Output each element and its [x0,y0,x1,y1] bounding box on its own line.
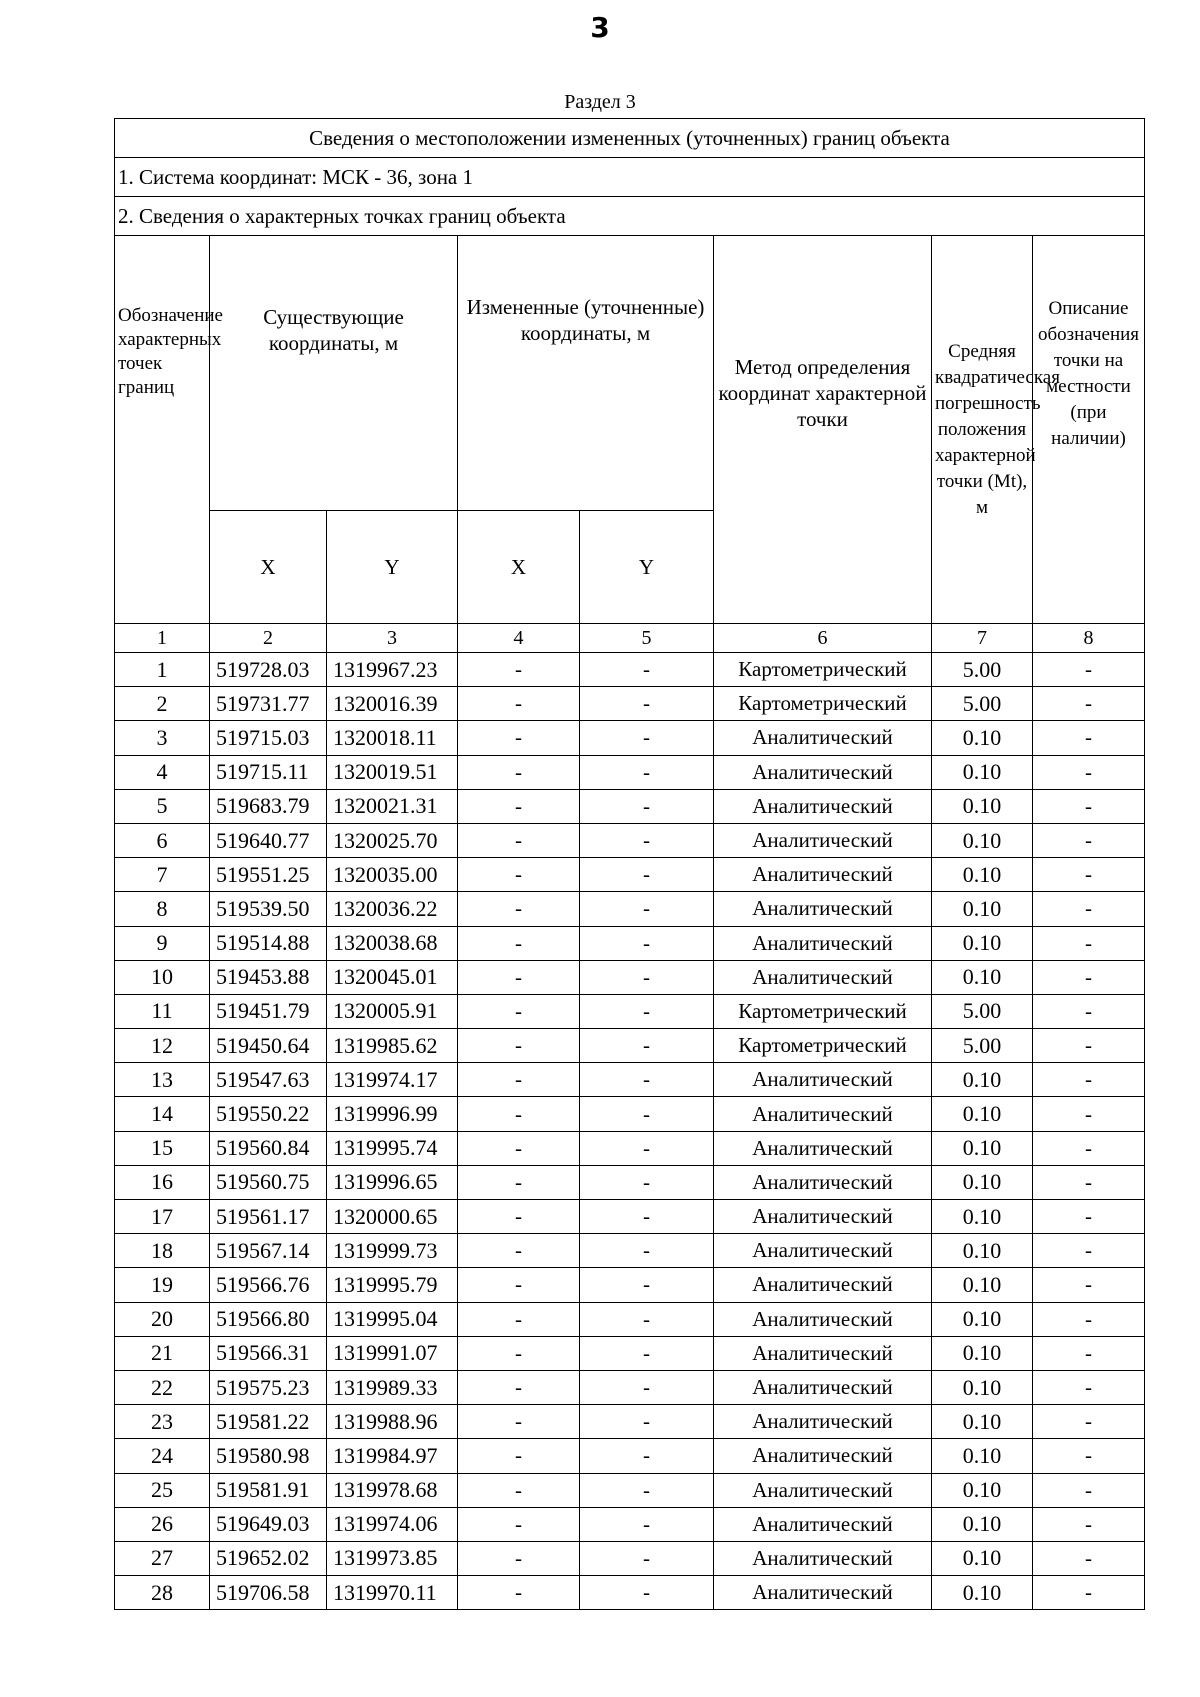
existing-y-cell: 1319999.73 [327,1234,458,1268]
header-changed-x: X [458,511,580,624]
description-cell: - [1033,823,1145,857]
mse-value-cell: 5.00 [932,687,1033,721]
existing-y-cell: 1320036.22 [327,892,458,926]
table-row [115,960,1145,994]
table-row [115,1063,1145,1097]
existing-y-cell: 1320016.39 [327,687,458,721]
table-row [115,1029,1145,1063]
mse-value-cell: 0.10 [932,1576,1033,1610]
changed-x-cell: - [458,892,580,926]
description-cell: - [1033,1131,1145,1165]
method-cell: Картометрический [714,1029,932,1063]
changed-y-cell: - [580,823,714,857]
column-numbers-row [115,624,1145,653]
table-row [115,823,1145,857]
point-number-cell: 15 [115,1131,210,1165]
mse-value-cell: 0.10 [932,1268,1033,1302]
method-cell: Аналитический [714,1268,932,1302]
changed-x-cell: - [458,823,580,857]
changed-y-cell: - [580,926,714,960]
column-number: 4 [458,624,580,653]
existing-x-cell: 519580.98 [210,1439,327,1473]
existing-x-cell: 519551.25 [210,858,327,892]
point-number-cell: 3 [115,721,210,755]
point-number-cell: 4 [115,755,210,789]
changed-y-cell: - [580,653,714,687]
description-cell: - [1033,1336,1145,1370]
page-number: 3 [590,11,610,44]
table-row [115,1234,1145,1268]
mse-value-cell: 0.10 [932,926,1033,960]
header-description: Описание обозначения точки на местности (при наличии) [1033,236,1145,624]
changed-y-cell: - [580,1063,714,1097]
header-changed-coords: Измененные (уточненные) координаты, м [458,236,714,511]
description-cell: - [1033,994,1145,1028]
existing-x-cell: 519567.14 [210,1234,327,1268]
column-number: 3 [327,624,458,653]
mse-value-cell: 0.10 [932,1063,1033,1097]
method-cell: Аналитический [714,1405,932,1439]
changed-y-cell: - [580,1336,714,1370]
column-number: 1 [115,624,210,653]
table-row [115,755,1145,789]
changed-y-cell: - [580,1405,714,1439]
point-number-cell: 12 [115,1029,210,1063]
method-cell: Аналитический [714,721,932,755]
changed-x-cell: - [458,1405,580,1439]
description-cell: - [1033,1473,1145,1507]
header-changed-y: Y [580,511,714,624]
existing-y-cell: 1320018.11 [327,721,458,755]
table-row [115,721,1145,755]
description-cell: - [1033,1302,1145,1336]
table-row [115,1131,1145,1165]
description-cell: - [1033,1234,1145,1268]
mse-value-cell: 5.00 [932,653,1033,687]
changed-y-cell: - [580,789,714,823]
changed-x-cell: - [458,1234,580,1268]
table-row [115,789,1145,823]
header-designation: Обозначение характерных точек границ [115,236,210,624]
changed-y-cell: - [580,755,714,789]
existing-x-cell: 519566.80 [210,1302,327,1336]
mse-value-cell: 0.10 [932,1541,1033,1575]
changed-y-cell: - [580,960,714,994]
table-body [115,653,1145,1610]
mse-value-cell: 0.10 [932,1200,1033,1234]
table-row [115,858,1145,892]
existing-x-cell: 519715.03 [210,721,327,755]
header-existing-x: X [210,511,327,624]
point-number-cell: 19 [115,1268,210,1302]
existing-y-cell: 1319970.11 [327,1576,458,1610]
header-method: Метод определения координат характерной точки [714,236,932,624]
existing-x-cell: 519640.77 [210,823,327,857]
description-cell: - [1033,1097,1145,1131]
changed-x-cell: - [458,1439,580,1473]
existing-y-cell: 1319974.17 [327,1063,458,1097]
description-cell: - [1033,1439,1145,1473]
point-number-cell: 25 [115,1473,210,1507]
changed-x-cell: - [458,1063,580,1097]
existing-y-cell: 1320019.51 [327,755,458,789]
mse-value-cell: 0.10 [932,1507,1033,1541]
existing-y-cell: 1319995.79 [327,1268,458,1302]
existing-y-cell: 1320021.31 [327,789,458,823]
changed-x-cell: - [458,1131,580,1165]
mse-value-cell: 0.10 [932,1336,1033,1370]
description-cell: - [1033,926,1145,960]
method-cell: Аналитический [714,1097,932,1131]
description-cell: - [1033,1268,1145,1302]
section-label: Раздел 3 [564,91,636,113]
column-number: 2 [210,624,327,653]
existing-y-cell: 1319989.33 [327,1370,458,1404]
method-cell: Аналитический [714,1439,932,1473]
changed-y-cell: - [580,1029,714,1063]
point-number-cell: 9 [115,926,210,960]
changed-x-cell: - [458,1097,580,1131]
mse-value-cell: 0.10 [932,789,1033,823]
point-number-cell: 22 [115,1370,210,1404]
table-row [115,687,1145,721]
changed-x-cell: - [458,1336,580,1370]
changed-y-cell: - [580,1268,714,1302]
description-cell: - [1033,1405,1145,1439]
mse-value-cell: 0.10 [932,1097,1033,1131]
existing-y-cell: 1319996.99 [327,1097,458,1131]
existing-x-cell: 519731.77 [210,687,327,721]
existing-y-cell: 1320035.00 [327,858,458,892]
changed-x-cell: - [458,1268,580,1302]
method-cell: Аналитический [714,1473,932,1507]
changed-x-cell: - [458,687,580,721]
existing-y-cell: 1319991.07 [327,1336,458,1370]
changed-x-cell: - [458,1200,580,1234]
existing-x-cell: 519566.31 [210,1336,327,1370]
existing-x-cell: 519560.75 [210,1165,327,1199]
point-number-cell: 10 [115,960,210,994]
changed-y-cell: - [580,1507,714,1541]
changed-x-cell: - [458,1507,580,1541]
mse-value-cell: 0.10 [932,960,1033,994]
changed-x-cell: - [458,858,580,892]
point-number-cell: 28 [115,1576,210,1610]
method-cell: Картометрический [714,994,932,1028]
changed-y-cell: - [580,1302,714,1336]
changed-y-cell: - [580,1541,714,1575]
method-cell: Аналитический [714,1063,932,1097]
changed-y-cell: - [580,1370,714,1404]
table-row [115,1370,1145,1404]
point-number-cell: 6 [115,823,210,857]
method-cell: Аналитический [714,1302,932,1336]
method-cell: Аналитический [714,1165,932,1199]
point-number-cell: 23 [115,1405,210,1439]
method-cell: Аналитический [714,1576,932,1610]
point-number-cell: 20 [115,1302,210,1336]
existing-y-cell: 1319973.85 [327,1541,458,1575]
point-number-cell: 16 [115,1165,210,1199]
table-row [115,1576,1145,1610]
point-number-cell: 13 [115,1063,210,1097]
method-cell: Аналитический [714,1336,932,1370]
existing-x-cell: 519566.76 [210,1268,327,1302]
method-cell: Картометрический [714,687,932,721]
mse-value-cell: 0.10 [932,1439,1033,1473]
table-row [115,1541,1145,1575]
description-cell: - [1033,1063,1145,1097]
point-number-cell: 8 [115,892,210,926]
changed-y-cell: - [580,687,714,721]
mse-value-cell: 0.10 [932,1473,1033,1507]
method-cell: Аналитический [714,858,932,892]
existing-x-cell: 519728.03 [210,653,327,687]
method-cell: Аналитический [714,1370,932,1404]
description-cell: - [1033,1370,1145,1404]
existing-y-cell: 1319995.74 [327,1131,458,1165]
description-cell: - [1033,687,1145,721]
existing-x-cell: 519652.02 [210,1541,327,1575]
header-mse: Средняя квадратическая погрешность положения характерной точки (Mt), м [932,236,1033,624]
changed-y-cell: - [580,1131,714,1165]
point-number-cell: 7 [115,858,210,892]
table-row [115,1268,1145,1302]
description-cell: - [1033,721,1145,755]
header-existing-coords: Существующие координаты, м [210,236,458,511]
table-row [115,1165,1145,1199]
boundary-points-table [114,118,1145,1610]
mse-value-cell: 0.10 [932,892,1033,926]
existing-y-cell: 1319967.23 [327,653,458,687]
method-cell: Аналитический [714,823,932,857]
method-cell: Аналитический [714,1234,932,1268]
changed-y-cell: - [580,1473,714,1507]
description-cell: - [1033,653,1145,687]
existing-x-cell: 519560.84 [210,1131,327,1165]
changed-y-cell: - [580,721,714,755]
mse-value-cell: 5.00 [932,1029,1033,1063]
description-cell: - [1033,1200,1145,1234]
point-number-cell: 27 [115,1541,210,1575]
changed-y-cell: - [580,1097,714,1131]
existing-y-cell: 1319978.68 [327,1473,458,1507]
existing-y-cell: 1319984.97 [327,1439,458,1473]
point-number-cell: 17 [115,1200,210,1234]
changed-y-cell: - [580,1576,714,1610]
description-cell: - [1033,789,1145,823]
table-row [115,1507,1145,1541]
description-cell: - [1033,960,1145,994]
changed-x-cell: - [458,1370,580,1404]
mse-value-cell: 0.10 [932,1302,1033,1336]
changed-x-cell: - [458,1165,580,1199]
changed-y-cell: - [580,1200,714,1234]
method-cell: Аналитический [714,926,932,960]
table-row [115,1302,1145,1336]
existing-x-cell: 519706.58 [210,1576,327,1610]
mse-value-cell: 0.10 [932,823,1033,857]
mse-value-cell: 0.10 [932,1405,1033,1439]
description-cell: - [1033,1576,1145,1610]
existing-x-cell: 519550.22 [210,1097,327,1131]
table-row [115,1473,1145,1507]
description-cell: - [1033,1029,1145,1063]
method-cell: Аналитический [714,1541,932,1575]
method-cell: Аналитический [714,960,932,994]
changed-x-cell: - [458,653,580,687]
changed-x-cell: - [458,1302,580,1336]
method-cell: Аналитический [714,755,932,789]
existing-x-cell: 519514.88 [210,926,327,960]
existing-x-cell: 519561.17 [210,1200,327,1234]
points-heading: 2. Сведения о характерных точках границ объекта [115,197,1145,236]
description-cell: - [1033,1165,1145,1199]
description-cell: - [1033,755,1145,789]
method-cell: Картометрический [714,653,932,687]
table-row [115,926,1145,960]
changed-x-cell: - [458,755,580,789]
table-row [115,1405,1145,1439]
table-row [115,994,1145,1028]
changed-y-cell: - [580,892,714,926]
table-title: Сведения о местоположении измененных (уточненных) границ объекта [115,119,1145,158]
header-existing-y: Y [327,511,458,624]
mse-value-cell: 0.10 [932,1131,1033,1165]
column-number: 7 [932,624,1033,653]
existing-y-cell: 1319985.62 [327,1029,458,1063]
existing-y-cell: 1319988.96 [327,1405,458,1439]
table-row [115,1097,1145,1131]
point-number-cell: 14 [115,1097,210,1131]
existing-x-cell: 519581.22 [210,1405,327,1439]
point-number-cell: 24 [115,1439,210,1473]
existing-x-cell: 519453.88 [210,960,327,994]
point-number-cell: 26 [115,1507,210,1541]
table-row [115,1336,1145,1370]
method-cell: Аналитический [714,1131,932,1165]
changed-y-cell: - [580,1165,714,1199]
coord-system: 1. Система координат: МСК - 36, зона 1 [115,158,1145,197]
column-number: 8 [1033,624,1145,653]
point-number-cell: 2 [115,687,210,721]
table-row [115,1439,1145,1473]
point-number-cell: 18 [115,1234,210,1268]
changed-x-cell: - [458,1541,580,1575]
column-number: 6 [714,624,932,653]
changed-x-cell: - [458,1473,580,1507]
table-row [115,1200,1145,1234]
existing-y-cell: 1320000.65 [327,1200,458,1234]
changed-x-cell: - [458,926,580,960]
method-cell: Аналитический [714,1200,932,1234]
point-number-cell: 11 [115,994,210,1028]
mse-value-cell: 0.10 [932,1370,1033,1404]
table-row [115,892,1145,926]
existing-y-cell: 1319974.06 [327,1507,458,1541]
existing-x-cell: 519581.91 [210,1473,327,1507]
changed-x-cell: - [458,1576,580,1610]
description-cell: - [1033,1541,1145,1575]
mse-value-cell: 0.10 [932,755,1033,789]
existing-x-cell: 519715.11 [210,755,327,789]
existing-y-cell: 1319995.04 [327,1302,458,1336]
column-number: 5 [580,624,714,653]
description-cell: - [1033,858,1145,892]
changed-x-cell: - [458,789,580,823]
changed-y-cell: - [580,858,714,892]
changed-x-cell: - [458,1029,580,1063]
existing-x-cell: 519683.79 [210,789,327,823]
existing-x-cell: 519575.23 [210,1370,327,1404]
changed-x-cell: - [458,721,580,755]
point-number-cell: 1 [115,653,210,687]
method-cell: Аналитический [714,789,932,823]
changed-y-cell: - [580,994,714,1028]
existing-y-cell: 1319996.65 [327,1165,458,1199]
mse-value-cell: 0.10 [932,1165,1033,1199]
mse-value-cell: 0.10 [932,721,1033,755]
changed-x-cell: - [458,994,580,1028]
mse-value-cell: 5.00 [932,994,1033,1028]
existing-x-cell: 519539.50 [210,892,327,926]
changed-x-cell: - [458,960,580,994]
method-cell: Аналитический [714,1507,932,1541]
changed-y-cell: - [580,1439,714,1473]
existing-y-cell: 1320025.70 [327,823,458,857]
changed-y-cell: - [580,1234,714,1268]
method-cell: Аналитический [714,892,932,926]
table-row [115,653,1145,687]
existing-x-cell: 519547.63 [210,1063,327,1097]
point-number-cell: 21 [115,1336,210,1370]
mse-value-cell: 0.10 [932,1234,1033,1268]
existing-y-cell: 1320045.01 [327,960,458,994]
point-number-cell: 5 [115,789,210,823]
existing-x-cell: 519649.03 [210,1507,327,1541]
existing-x-cell: 519450.64 [210,1029,327,1063]
existing-x-cell: 519451.79 [210,994,327,1028]
description-cell: - [1033,892,1145,926]
description-cell: - [1033,1507,1145,1541]
mse-value-cell: 0.10 [932,858,1033,892]
existing-y-cell: 1320038.68 [327,926,458,960]
existing-y-cell: 1320005.91 [327,994,458,1028]
